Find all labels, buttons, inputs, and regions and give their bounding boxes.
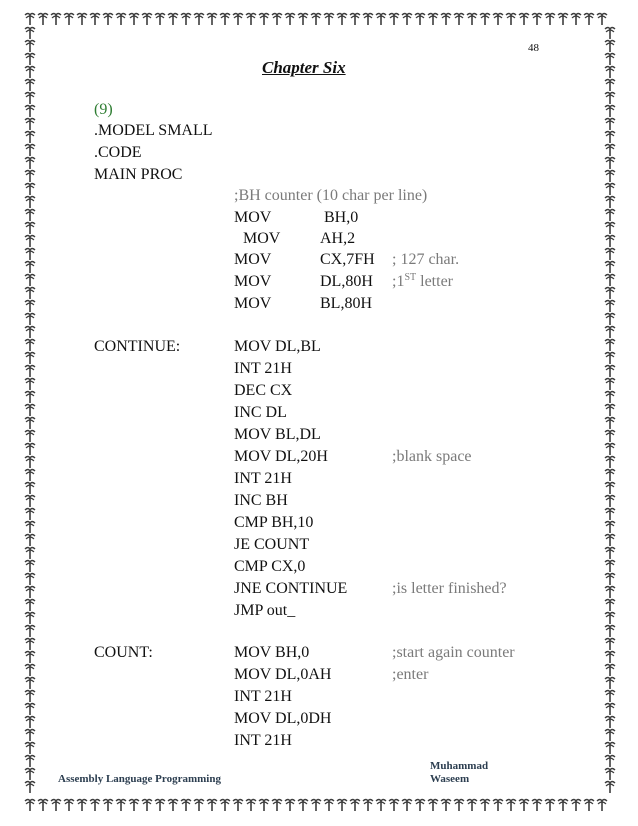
border-palm-icon [25,106,35,118]
border-palm-icon [25,171,35,183]
border-palm-icon [605,743,615,755]
setup-line-op: MOV [234,273,272,290]
border-palm-icon [38,800,48,812]
setup-line-comment [392,272,453,292]
border-palm-icon [25,431,35,443]
border-palm-icon [558,14,568,26]
border-top [25,14,607,26]
border-palm-icon [467,14,477,26]
border-palm-icon [25,262,35,274]
border-palm-icon [605,314,615,326]
border-palm-icon [571,14,581,26]
border-palm-icon [25,353,35,365]
border-palm-icon [428,14,438,26]
code-comment: ;is letter finished? [392,580,507,597]
border-palm-icon [25,327,35,339]
code-line: INT 21H [234,470,292,487]
border-palm-icon [605,730,615,742]
border-palm-icon [25,444,35,456]
border-palm-icon [25,769,35,781]
footer-author-line2: Waseem [430,773,470,785]
border-palm-icon [285,14,295,26]
border-palm-icon [25,275,35,287]
border-palm-icon [142,800,152,812]
footer-book-title: Assembly Language Programming [58,773,221,785]
border-palm-icon [116,800,126,812]
border-palm-icon [25,119,35,131]
border-palm-icon [454,800,464,812]
border-palm-icon [25,483,35,495]
border-palm-icon [25,80,35,92]
border-palm-icon [605,392,615,404]
border-palm-icon [363,800,373,812]
code-line: CMP CX,0 [234,558,306,575]
border-palm-icon [25,418,35,430]
code-line: MOV BH,0 [234,644,310,661]
code-line: INT 21H [234,360,292,377]
border-palm-icon [415,14,425,26]
border-palm-icon [605,470,615,482]
border-palm-icon [25,301,35,313]
border-palm-icon [220,800,230,812]
border-palm-icon [605,678,615,690]
border-palm-icon [25,665,35,677]
border-palm-icon [207,800,217,812]
chapter-title: Chapter Six [262,58,346,77]
border-palm-icon [605,340,615,352]
border-palm-icon [25,54,35,66]
border-palm-icon [116,14,126,26]
code-line: CMP BH,10 [234,514,314,531]
border-palm-icon [25,574,35,586]
example-number: (9) [94,101,113,118]
border-palm-icon [597,800,607,812]
border-palm-icon [181,14,191,26]
border-palm-icon [506,14,516,26]
border-palm-icon [155,800,165,812]
border-palm-icon [467,800,477,812]
border-palm-icon [233,14,243,26]
border-palm-icon [605,691,615,703]
border-palm-icon [25,756,35,768]
border-palm-icon [584,800,594,812]
border-palm-icon [25,288,35,300]
border-palm-icon [25,236,35,248]
border-palm-icon [519,14,529,26]
border-palm-icon [605,561,615,573]
border-palm-icon [480,14,490,26]
border-palm-icon [519,800,529,812]
border-palm-icon [324,800,334,812]
setup-line-args: BL,80H [320,295,372,312]
border-palm-icon [532,800,542,812]
border-palm-icon [155,14,165,26]
code-comment: ;blank space [392,448,472,465]
code-line: MOV DL,20H [234,448,328,465]
border-palm-icon [298,14,308,26]
border-palm-icon [605,80,615,92]
border-palm-icon [605,496,615,508]
border-palm-icon [605,119,615,131]
border-palm-icon [51,800,61,812]
border-palm-icon [605,67,615,79]
border-palm-icon [506,800,516,812]
border-palm-icon [272,800,282,812]
setup-header-comment: ;BH counter (10 char per line) [234,187,428,204]
border-palm-icon [25,522,35,534]
border-palm-icon [38,14,48,26]
border-palm-icon [77,14,87,26]
border-palm-icon [311,14,321,26]
border-palm-icon [285,800,295,812]
border-palm-icon [25,743,35,755]
border-palm-icon [25,600,35,612]
border-palm-icon [51,14,61,26]
border-palm-icon [194,800,204,812]
border-palm-icon [25,28,35,40]
border-palm-icon [25,93,35,105]
border-palm-icon [25,14,35,26]
border-palm-icon [324,14,334,26]
border-palm-icon [605,236,615,248]
page-number: 48 [528,42,539,54]
border-palm-icon [25,626,35,638]
code-line: JE COUNT [234,536,310,553]
border-palm-icon [605,665,615,677]
border-palm-icon [605,93,615,105]
border-palm-icon [605,652,615,664]
border-palm-icon [25,548,35,560]
border-palm-icon [64,14,74,26]
border-palm-icon [25,145,35,157]
comment-text: ;1 [392,273,405,290]
border-palm-icon [25,379,35,391]
border-palm-icon [605,756,615,768]
border-palm-icon [605,223,615,235]
border-palm-icon [103,14,113,26]
border-palm-icon [168,800,178,812]
border-palm-icon [605,184,615,196]
border-palm-icon [25,800,35,812]
border-palm-icon [605,197,615,209]
border-palm-icon [605,626,615,638]
setup-line-comment: ; 127 char. [392,251,460,268]
setup-line-op: MOV [234,295,272,312]
code-line: INT 21H [234,732,292,749]
border-palm-icon [272,14,282,26]
border-palm-icon [605,444,615,456]
border-palm-icon [25,132,35,144]
border-palm-icon [545,800,555,812]
border-palm-icon [605,418,615,430]
setup-line-op: MOV [234,209,272,226]
border-right [605,28,615,794]
border-palm-icon [168,14,178,26]
border-palm-icon [25,158,35,170]
border-palm-icon [605,548,615,560]
directive-model: .MODEL SMALL [94,122,213,139]
border-palm-icon [25,613,35,625]
border-palm-icon [142,14,152,26]
border-palm-icon [428,800,438,812]
border-palm-icon [441,800,451,812]
border-palm-icon [605,210,615,222]
border-palm-icon [25,704,35,716]
border-palm-icon [605,509,615,521]
border-palm-icon [605,132,615,144]
border-palm-icon [363,14,373,26]
border-palm-icon [233,800,243,812]
border-palm-icon [605,288,615,300]
border-palm-icon [25,41,35,53]
border-palm-icon [25,730,35,742]
border-palm-icon [441,14,451,26]
border-palm-icon [350,800,360,812]
border-palm-icon [605,535,615,547]
border-palm-icon [605,457,615,469]
border-palm-icon [605,639,615,651]
border-palm-icon [129,800,139,812]
border-palm-icon [25,223,35,235]
border-palm-icon [454,14,464,26]
code-line: INC BH [234,492,288,509]
border-palm-icon [298,800,308,812]
code-comment: ;start again counter [392,644,515,661]
border-palm-icon [337,14,347,26]
border-palm-icon [337,800,347,812]
border-palm-icon [605,41,615,53]
border-palm-icon [493,800,503,812]
border-palm-icon [605,327,615,339]
border-palm-icon [25,67,35,79]
border-palm-icon [25,366,35,378]
border-palm-icon [480,800,490,812]
border-palm-icon [129,14,139,26]
border-palm-icon [25,210,35,222]
border-palm-icon [605,106,615,118]
border-palm-icon [25,496,35,508]
comment-tail: letter [416,273,453,290]
setup-line-args: BH,0 [324,209,359,226]
code-line: MOV DL,0DH [234,710,332,727]
border-palm-icon [25,184,35,196]
border-palm-icon [25,535,35,547]
border-palm-icon [376,14,386,26]
border-palm-icon [605,275,615,287]
border-palm-icon [259,800,269,812]
border-palm-icon [25,392,35,404]
border-palm-icon [402,800,412,812]
border-palm-icon [181,800,191,812]
border-palm-icon [605,613,615,625]
code-line: MOV DL,0AH [234,666,332,683]
code-comment: ;enter [392,666,429,683]
border-palm-icon [25,197,35,209]
border-palm-icon [605,249,615,261]
border-palm-icon [77,800,87,812]
code-line: JNE CONTINUE [234,580,348,597]
border-palm-icon [571,800,581,812]
code-line: INC DL [234,404,287,421]
border-palm-icon [584,14,594,26]
border-palm-icon [311,800,321,812]
border-palm-icon [25,561,35,573]
border-palm-icon [605,262,615,274]
border-palm-icon [389,800,399,812]
border-palm-icon [25,691,35,703]
border-left [25,28,35,794]
border-palm-icon [605,717,615,729]
border-palm-icon [25,639,35,651]
border-palm-icon [389,14,399,26]
border-palm-icon [605,574,615,586]
border-palm-icon [402,14,412,26]
border-palm-icon [25,249,35,261]
label-continue: CONTINUE: [94,338,181,355]
directive-main-proc: MAIN PROC [94,166,183,183]
border-palm-icon [25,470,35,482]
border-palm-icon [415,800,425,812]
border-palm-icon [545,14,555,26]
border-palm-icon [605,353,615,365]
border-palm-icon [605,145,615,157]
code-line: DEC CX [234,382,293,399]
border-palm-icon [605,405,615,417]
border-palm-icon [207,14,217,26]
border-palm-icon [605,522,615,534]
border-palm-icon [25,717,35,729]
border-palm-icon [25,587,35,599]
border-palm-icon [350,14,360,26]
border-palm-icon [597,14,607,26]
code-line: INT 21H [234,688,292,705]
border-palm-icon [605,600,615,612]
border-palm-icon [376,800,386,812]
border-palm-icon [493,14,503,26]
border-palm-icon [259,14,269,26]
border-palm-icon [194,14,204,26]
border-palm-icon [25,782,35,794]
setup-line-op: MOV [243,230,281,247]
border-palm-icon [25,405,35,417]
border-palm-icon [605,301,615,313]
border-palm-icon [246,14,256,26]
comment-superscript: ST [404,272,417,283]
border-palm-icon [25,652,35,664]
directive-code: .CODE [94,144,142,161]
border-palm-icon [605,782,615,794]
border-palm-icon [220,14,230,26]
setup-line-args: AH,2 [320,230,356,247]
border-palm-icon [25,340,35,352]
border-palm-icon [605,171,615,183]
border-palm-icon [558,800,568,812]
border-palm-icon [246,800,256,812]
border-palm-icon [605,431,615,443]
footer-author-line1: Muhammad [430,760,489,772]
border-palm-icon [605,28,615,40]
border-palm-icon [532,14,542,26]
code-line: JMP out_ [234,602,296,619]
border-palm-icon [103,800,113,812]
border-palm-icon [605,587,615,599]
border-palm-icon [64,800,74,812]
border-palm-icon [25,457,35,469]
border-palm-icon [605,366,615,378]
border-palm-icon [605,379,615,391]
border-palm-icon [25,314,35,326]
border-palm-icon [90,800,100,812]
border-palm-icon [25,509,35,521]
label-count: COUNT: [94,644,153,661]
setup-line-args: DL,80H [320,273,373,290]
code-line: MOV DL,BL [234,338,321,355]
setup-line-args: CX,7FH [320,251,375,268]
border-palm-icon [90,14,100,26]
border-palm-icon [25,678,35,690]
border-palm-icon [605,769,615,781]
border-palm-icon [605,483,615,495]
border-palm-icon [605,54,615,66]
setup-line-op: MOV [234,251,272,268]
code-line: MOV BL,DL [234,426,321,443]
border-palm-icon [605,158,615,170]
border-palm-icon [605,704,615,716]
border-bottom [25,800,607,812]
